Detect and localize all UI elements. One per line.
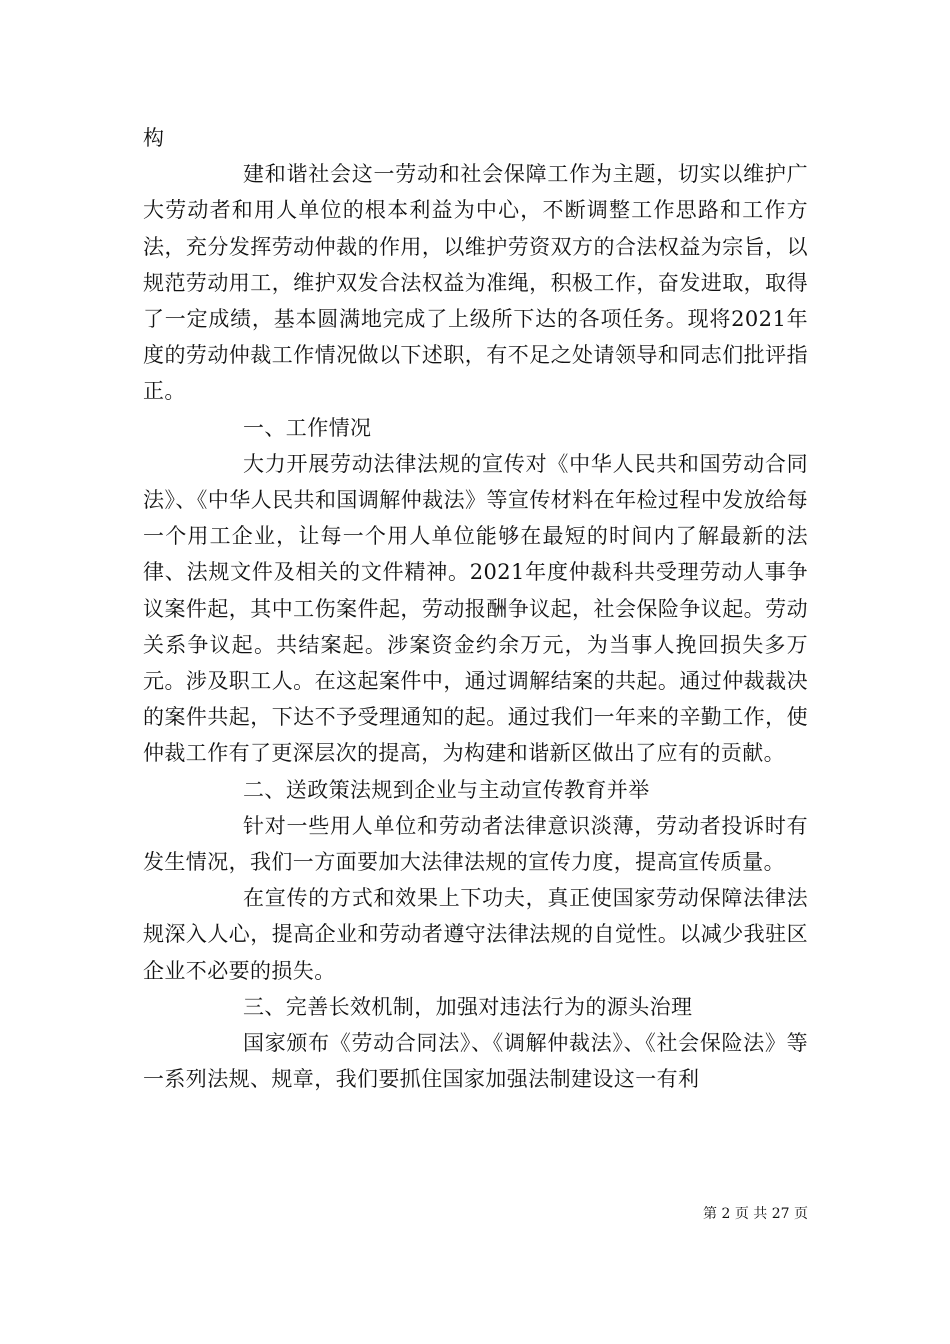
section-heading-3: 三、完善长效机制，加强对违法行为的源头治理 bbox=[243, 994, 693, 1019]
paragraph-publicity-2: 在宣传的方式和效果上下功夫，真正使国家劳动保障法律法规深入人心，提高企业和劳动者遵守法律法规的自觉性。以减少我驻区企业不必要的损失。 bbox=[143, 886, 808, 983]
page-number-footer: 第 2 页 共 27 页 bbox=[703, 1206, 808, 1222]
paragraph-intro: 建和谐社会这一劳动和社会保障工作为主题，切实以维护广大劳动者和用人单位的根本利益为中心，不断调整工作思路和工作方法，充分发挥劳动仲裁的作用，以维护劳资双方的合法权益为宗旨，以规范劳动用工，维护双发合法权益为准绳，积极工作，奋发进取，取得了一定成绩，基本圆满地完成了上级所下达的各项任务。现将2021年度的劳动仲裁工作情况做以下述职，有不足之处请领导和同志们批评指正。 bbox=[143, 162, 808, 404]
paragraph-mechanism: 国家颁布《劳动合同法》、《调解仲裁法》、《社会保险法》等一系列法规、规章，我们要抓住国家加强法制建设这一有利 bbox=[143, 1031, 808, 1092]
section-heading-2: 二、送政策法规到企业与主动宣传教育并举 bbox=[243, 777, 650, 802]
document-body bbox=[143, 120, 808, 1097]
paragraph-work-situation: 大力开展劳动法律法规的宣传对《中华人民共和国劳动合同法》、《中华人民共和国调解仲裁法》等宣传材料在年检过程中发放给每一个用工企业，让每一个用人单位能够在最短的时间内了解最新的法律、法规文件及相关的文件精神。2021年度仲裁科共受理劳动人事争议案件起，其中工伤案件起，劳动报酬争议起，社会保险争议起。劳动关系争议起。共结案起。涉案资金约余万元，为当事人挽回损失多万元。涉及职工人。在这起案件中，通过调解结案的共起。通过仲裁裁决的案件共起，下达不予受理通知的起。通过我们一年来的辛勤工作，使仲裁工作有了更深层次的提高，为构建和谐新区做出了应有的贡献。 bbox=[143, 451, 808, 766]
paragraph-fragment: 构 bbox=[143, 126, 165, 150]
paragraph-publicity-1: 针对一些用人单位和劳动者法律意识淡薄，劳动者投诉时有发生情况，我们一方面要加大法律法规的宣传力度，提高宣传质量。 bbox=[143, 813, 808, 875]
section-heading-1: 一、工作情况 bbox=[243, 415, 372, 440]
